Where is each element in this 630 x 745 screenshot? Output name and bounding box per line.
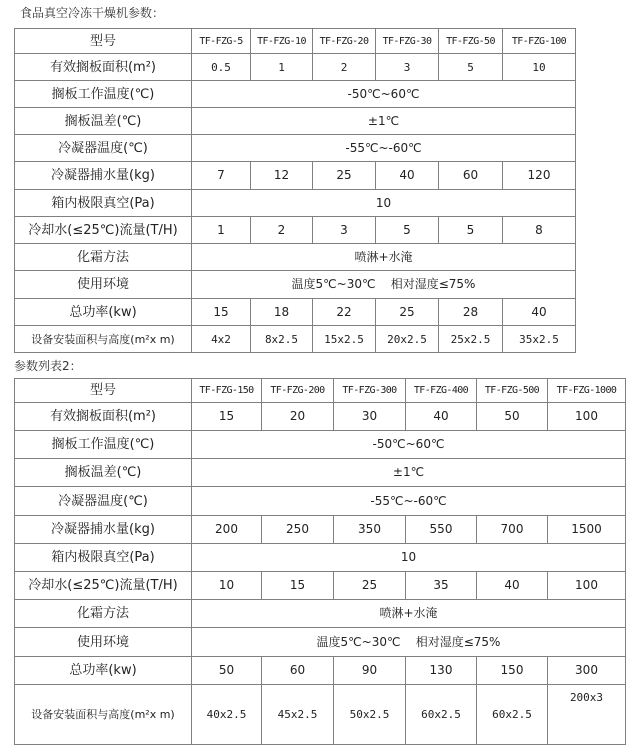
merged-value-cell: -50℃~60℃ — [192, 431, 626, 459]
row-label: 型号 — [15, 29, 192, 54]
merged-value-cell: -55℃~-60℃ — [192, 487, 626, 516]
model-cell: TF-FZG-10 — [251, 29, 313, 54]
value-cell: 350 — [334, 516, 406, 544]
row-label: 冷凝器温度(℃) — [15, 487, 192, 516]
table-row-environment — [15, 628, 626, 657]
row-label: 箱内极限真空(Pa) — [15, 190, 192, 217]
row-label: 总功率(kw) — [15, 657, 192, 685]
value-cell: 40 — [477, 572, 548, 600]
value-cell: 60x2.5 — [406, 685, 477, 745]
value-cell: 8x2.5 — [251, 326, 313, 353]
value-cell: 40 — [376, 162, 439, 190]
value-cell: 5 — [376, 217, 439, 244]
value-cell: 20x2.5 — [376, 326, 439, 353]
row-label: 型号 — [15, 379, 192, 403]
row-label: 冷却水(≤25℃)流量(T/H) — [15, 572, 192, 600]
value-cell: 60 — [262, 657, 334, 685]
value-cell: 90 — [334, 657, 406, 685]
value-cell: 25 — [334, 572, 406, 600]
spec-table-1 — [14, 28, 576, 353]
value-cell: 120 — [503, 162, 576, 190]
row-label: 总功率(kw) — [15, 299, 192, 326]
value-cell: 25x2.5 — [439, 326, 503, 353]
table-row-condenser-temp — [15, 135, 576, 162]
value-cell: 7 — [192, 162, 251, 190]
value-cell: 15 — [192, 403, 262, 431]
table-row-vacuum — [15, 190, 576, 217]
merged-value-cell: 10 — [192, 190, 576, 217]
table-row-shelf-area — [15, 54, 576, 81]
value-cell: 22 — [313, 299, 376, 326]
row-label: 搁板工作温度(℃) — [15, 81, 192, 108]
table-row-cooling-water — [15, 572, 626, 600]
table-row-condenser-temp — [15, 487, 626, 516]
value-cell: 18 — [251, 299, 313, 326]
value-cell: 50x2.5 — [334, 685, 406, 745]
model-cell: TF-FZG-100 — [503, 29, 576, 54]
value-cell: 130 — [406, 657, 477, 685]
value-cell: 200x3 — [548, 685, 626, 745]
table-row-condenser-capacity — [15, 516, 626, 544]
value-cell: 700 — [477, 516, 548, 544]
value-cell: 45x2.5 — [262, 685, 334, 745]
row-label: 有效搁板面积(m²) — [15, 403, 192, 431]
row-label: 冷凝器温度(℃) — [15, 135, 192, 162]
value-cell: 60 — [439, 162, 503, 190]
value-cell: 20 — [262, 403, 334, 431]
merged-value-cell: ±1℃ — [192, 459, 626, 487]
value-cell: 8 — [503, 217, 576, 244]
row-label: 搁板温差(℃) — [15, 459, 192, 487]
value-cell: 4x2 — [192, 326, 251, 353]
model-cell: TF-FZG-400 — [406, 379, 477, 403]
value-cell: 2 — [313, 54, 376, 81]
value-cell: 5 — [439, 54, 503, 81]
table-row-install-area — [15, 326, 576, 353]
value-cell: 40 — [503, 299, 576, 326]
table-row-shelf-temp — [15, 431, 626, 459]
model-cell: TF-FZG-50 — [439, 29, 503, 54]
model-cell: TF-FZG-20 — [313, 29, 376, 54]
table-row-environment — [15, 271, 576, 299]
model-cell: TF-FZG-500 — [477, 379, 548, 403]
value-cell: 3 — [376, 54, 439, 81]
model-cell: TF-FZG-1000 — [548, 379, 626, 403]
value-cell: 1 — [192, 217, 251, 244]
row-label: 冷凝器捕水量(kg) — [15, 516, 192, 544]
value-cell: 10 — [503, 54, 576, 81]
value-cell: 25 — [313, 162, 376, 190]
row-label: 化霜方法 — [15, 244, 192, 271]
row-label: 使用环境 — [15, 628, 192, 657]
model-cell: TF-FZG-30 — [376, 29, 439, 54]
table-row-defrost — [15, 244, 576, 271]
value-cell: 0.5 — [192, 54, 251, 81]
merged-value-cell: ±1℃ — [192, 108, 576, 135]
row-label: 冷却水(≤25℃)流量(T/H) — [15, 217, 192, 244]
table-row-shelf-area — [15, 403, 626, 431]
value-cell: 15 — [262, 572, 334, 600]
value-cell: 3 — [313, 217, 376, 244]
value-cell: 250 — [262, 516, 334, 544]
value-cell: 100 — [548, 572, 626, 600]
value-cell: 50 — [192, 657, 262, 685]
merged-value-cell: 喷淋+水淹 — [192, 244, 576, 271]
row-label: 搁板工作温度(℃) — [15, 431, 192, 459]
merged-value-cell: 温度5℃~30℃ 相对湿度≤75% — [192, 628, 626, 657]
model-cell: TF-FZG-300 — [334, 379, 406, 403]
table-row-cooling-water — [15, 217, 576, 244]
table-row-shelf-temp-diff — [15, 459, 626, 487]
table-row-shelf-temp-diff — [15, 108, 576, 135]
value-cell: 15 — [192, 299, 251, 326]
table2-caption: 参数列表2： — [14, 359, 82, 373]
value-cell: 35x2.5 — [503, 326, 576, 353]
value-cell: 15x2.5 — [313, 326, 376, 353]
table1-caption: 食品真空冷冻干燥机参数： — [20, 6, 165, 20]
value-cell: 40x2.5 — [192, 685, 262, 745]
merged-value-cell: 喷淋+水淹 — [192, 600, 626, 628]
merged-value-cell: 10 — [192, 544, 626, 572]
value-cell: 35 — [406, 572, 477, 600]
table-row-defrost — [15, 600, 626, 628]
value-cell: 10 — [192, 572, 262, 600]
model-cell: TF-FZG-150 — [192, 379, 262, 403]
value-cell: 2 — [251, 217, 313, 244]
value-cell: 12 — [251, 162, 313, 190]
row-label: 使用环境 — [15, 271, 192, 299]
merged-value-cell: -55℃~-60℃ — [192, 135, 576, 162]
value-cell: 1500 — [548, 516, 626, 544]
table-row-power — [15, 657, 626, 685]
value-cell: 28 — [439, 299, 503, 326]
value-cell: 40 — [406, 403, 477, 431]
merged-value-cell: 温度5℃~30℃ 相对湿度≤75% — [192, 271, 576, 299]
row-label: 搁板温差(℃) — [15, 108, 192, 135]
table-row-shelf-temp — [15, 81, 576, 108]
row-label: 冷凝器捕水量(kg) — [15, 162, 192, 190]
merged-value-cell: -50℃~60℃ — [192, 81, 576, 108]
row-label: 有效搁板面积(m²) — [15, 54, 192, 81]
value-cell: 50 — [477, 403, 548, 431]
value-cell: 5 — [439, 217, 503, 244]
row-label: 化霜方法 — [15, 600, 192, 628]
model-cell: TF-FZG-5 — [192, 29, 251, 54]
value-cell: 150 — [477, 657, 548, 685]
value-cell: 300 — [548, 657, 626, 685]
table-row-condenser-capacity — [15, 162, 576, 190]
row-label: 箱内极限真空(Pa) — [15, 544, 192, 572]
table-row-model — [15, 29, 576, 54]
table-row-vacuum — [15, 544, 626, 572]
row-label: 设备安装面积与高度(m²x m) — [15, 685, 192, 745]
model-cell: TF-FZG-200 — [262, 379, 334, 403]
value-cell: 100 — [548, 403, 626, 431]
row-label: 设备安装面积与高度(m²x m) — [15, 326, 192, 353]
value-cell: 60x2.5 — [477, 685, 548, 745]
value-cell: 200 — [192, 516, 262, 544]
value-cell: 30 — [334, 403, 406, 431]
value-cell: 25 — [376, 299, 439, 326]
value-cell: 1 — [251, 54, 313, 81]
table-row-model — [15, 379, 626, 403]
table-row-power — [15, 299, 576, 326]
spec-table-2 — [14, 378, 626, 745]
value-cell: 550 — [406, 516, 477, 544]
